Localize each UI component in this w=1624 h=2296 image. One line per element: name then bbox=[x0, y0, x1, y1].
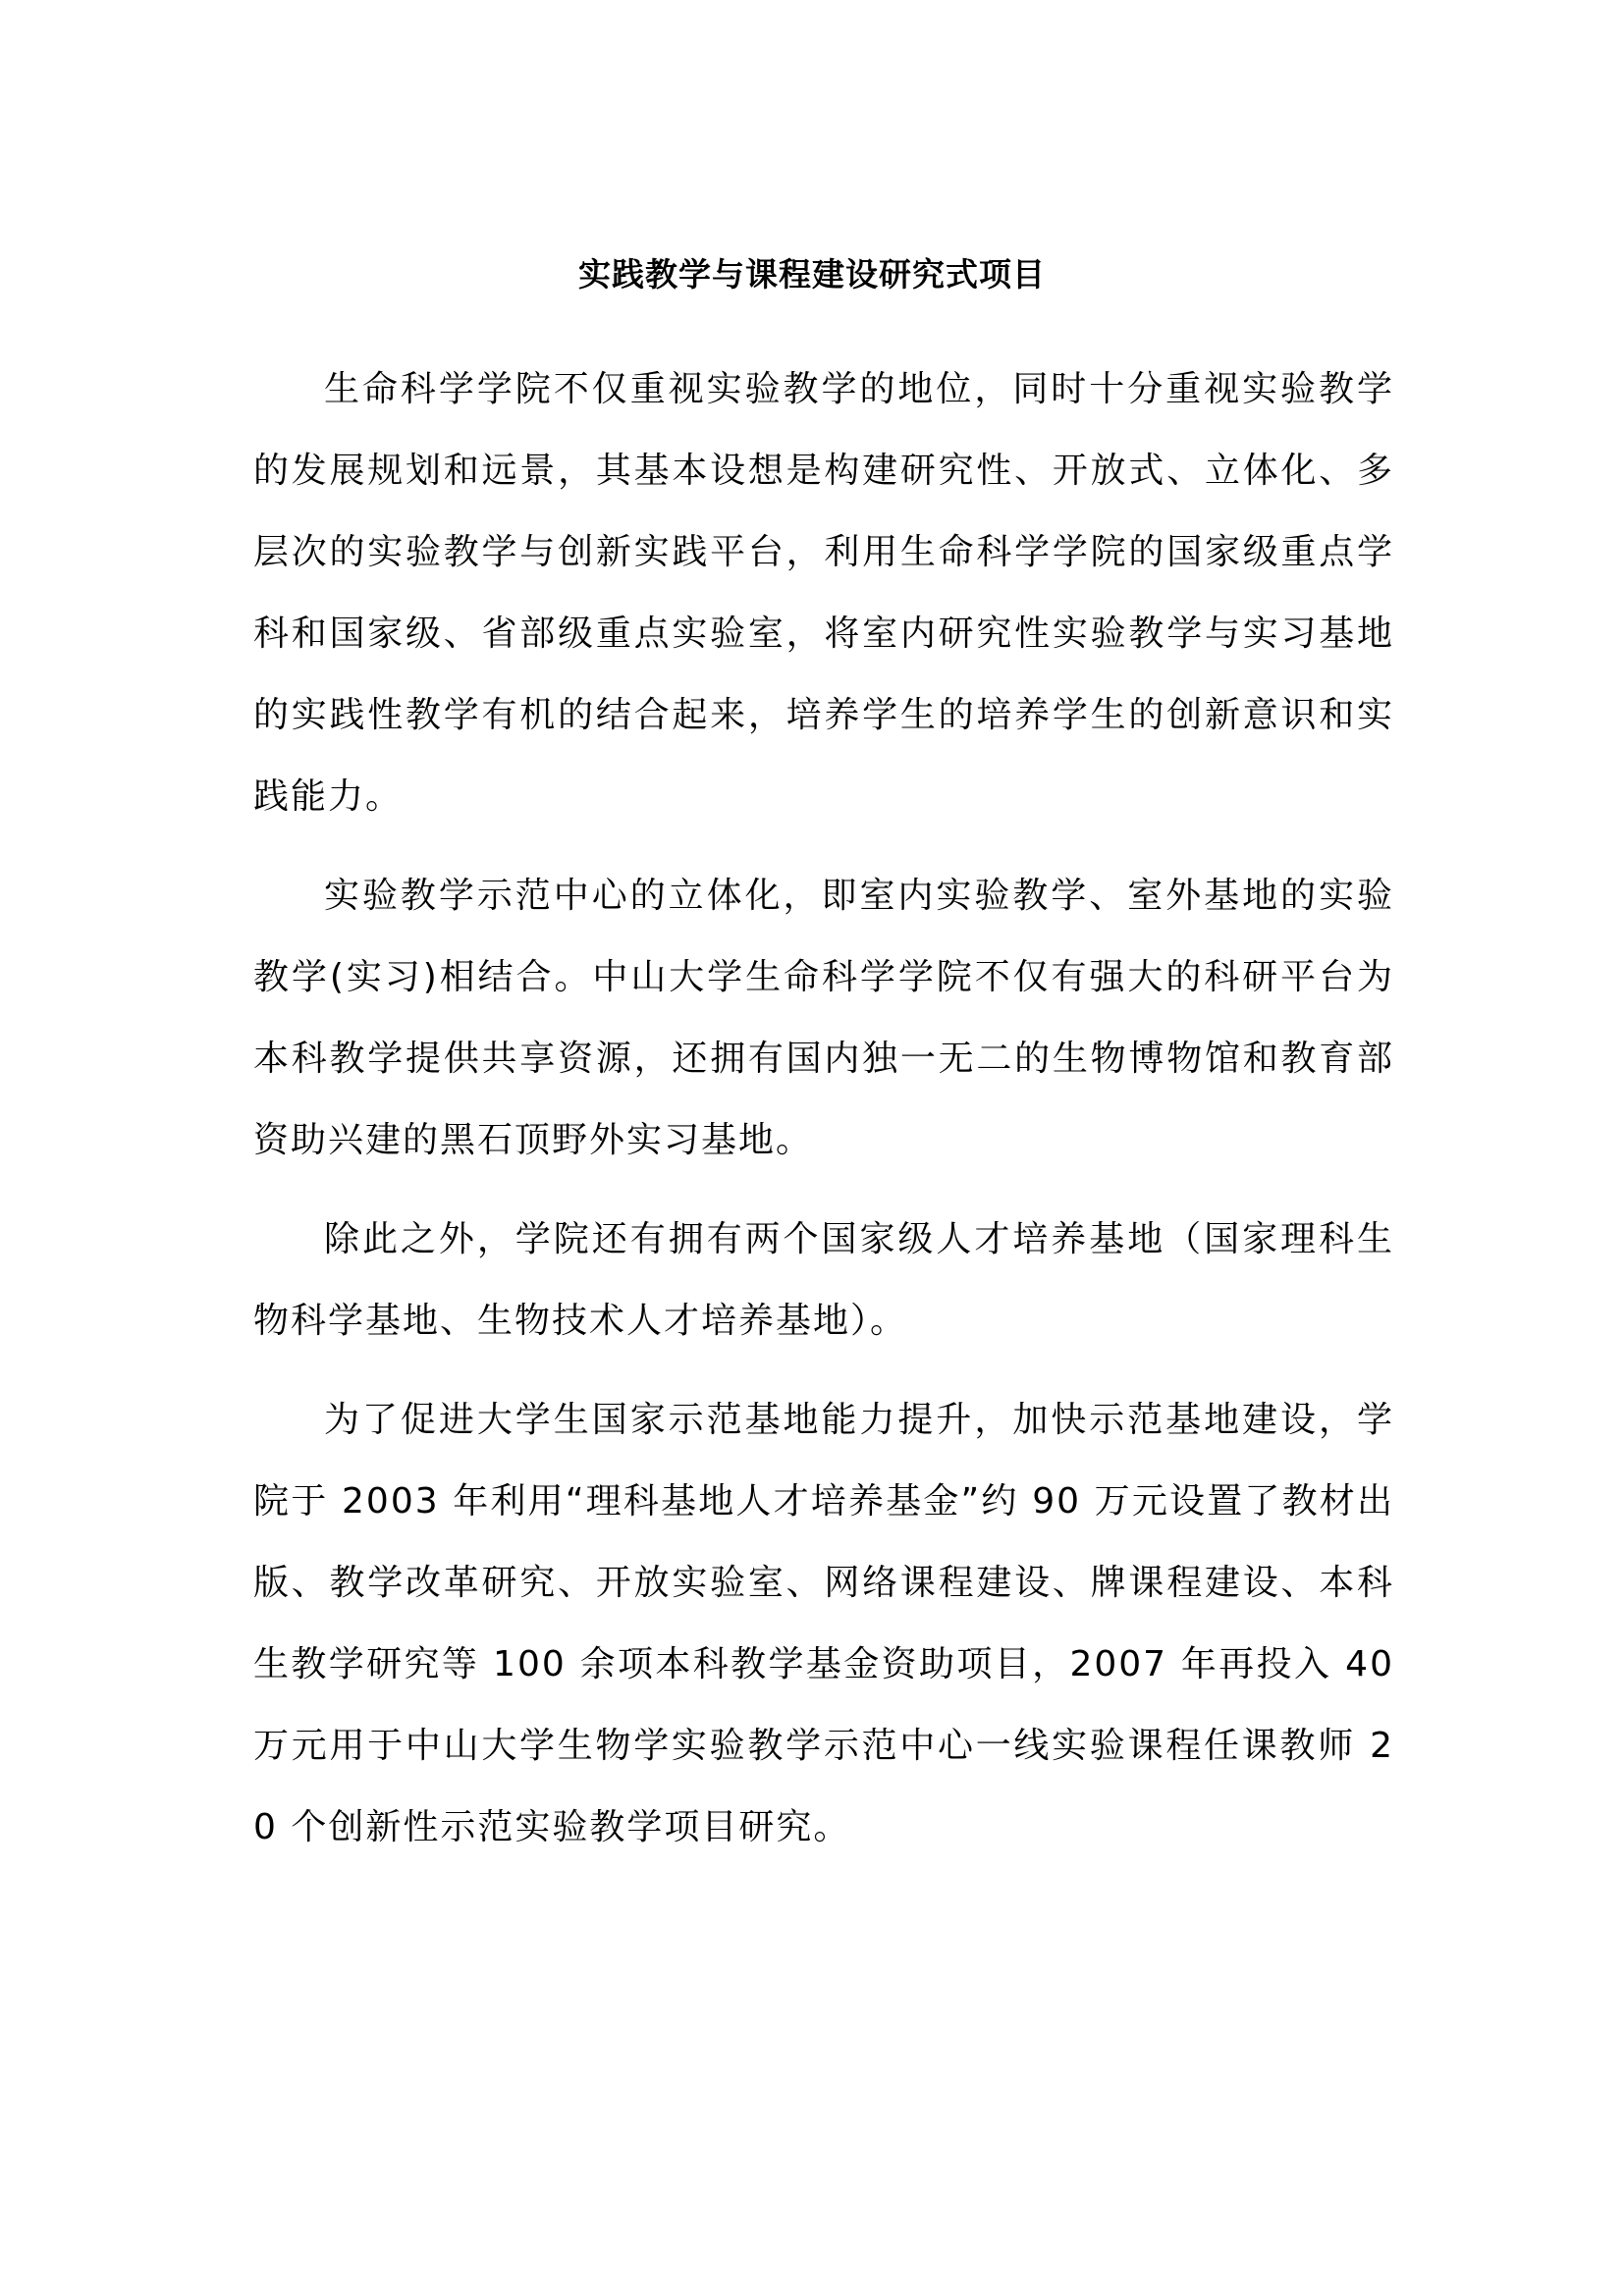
document-body bbox=[253, 348, 1394, 1886]
document-title: 实践教学与课程建设研究式项目 bbox=[578, 255, 1046, 294]
paragraph-4: 为了促进大学生国家示范基地能力提升，加快示范基地建设，学院于 2003 年利用“理科基地人才培养基金”约 90 万元设置了教材出版、教学改革研究、开放实验室、网络课程建设、牌课程建设、本科生教学研究等 100 余项本科教学基金资助项目，2007 年再投入 40 万元用于中山大学生物学实验教学示范中心一线实验课程任课教师 20 个创新性示范实验教学项目研究。 bbox=[253, 1400, 1394, 1847]
paragraph-2: 实验教学示范中心的立体化，即室内实验教学、室外基地的实验教学(实习)相结合。中山大学生命科学学院不仅有强大的科研平台为本科教学提供共享资源，还拥有国内独一无二的生物博物馆和教育部资助兴建的黑石顶野外实习基地。 bbox=[253, 876, 1394, 1160]
paragraph-3: 除此之外，学院还有拥有两个国家级人才培养基地（国家理科生物科学基地、生物技术人才培养基地）。 bbox=[253, 1219, 1394, 1341]
paragraph-1: 生命科学学院不仅重视实验教学的地位，同时十分重视实验教学的发展规划和远景，其基本设想是构建研究性、开放式、立体化、多层次的实验教学与创新实践平台，利用生命科学学院的国家级重点学科和国家级、省部级重点实验室，将室内研究性实验教学与实习基地的实践性教学有机的结合起来，培养学生的培养学生的创新意识和实践能力。 bbox=[253, 369, 1394, 817]
